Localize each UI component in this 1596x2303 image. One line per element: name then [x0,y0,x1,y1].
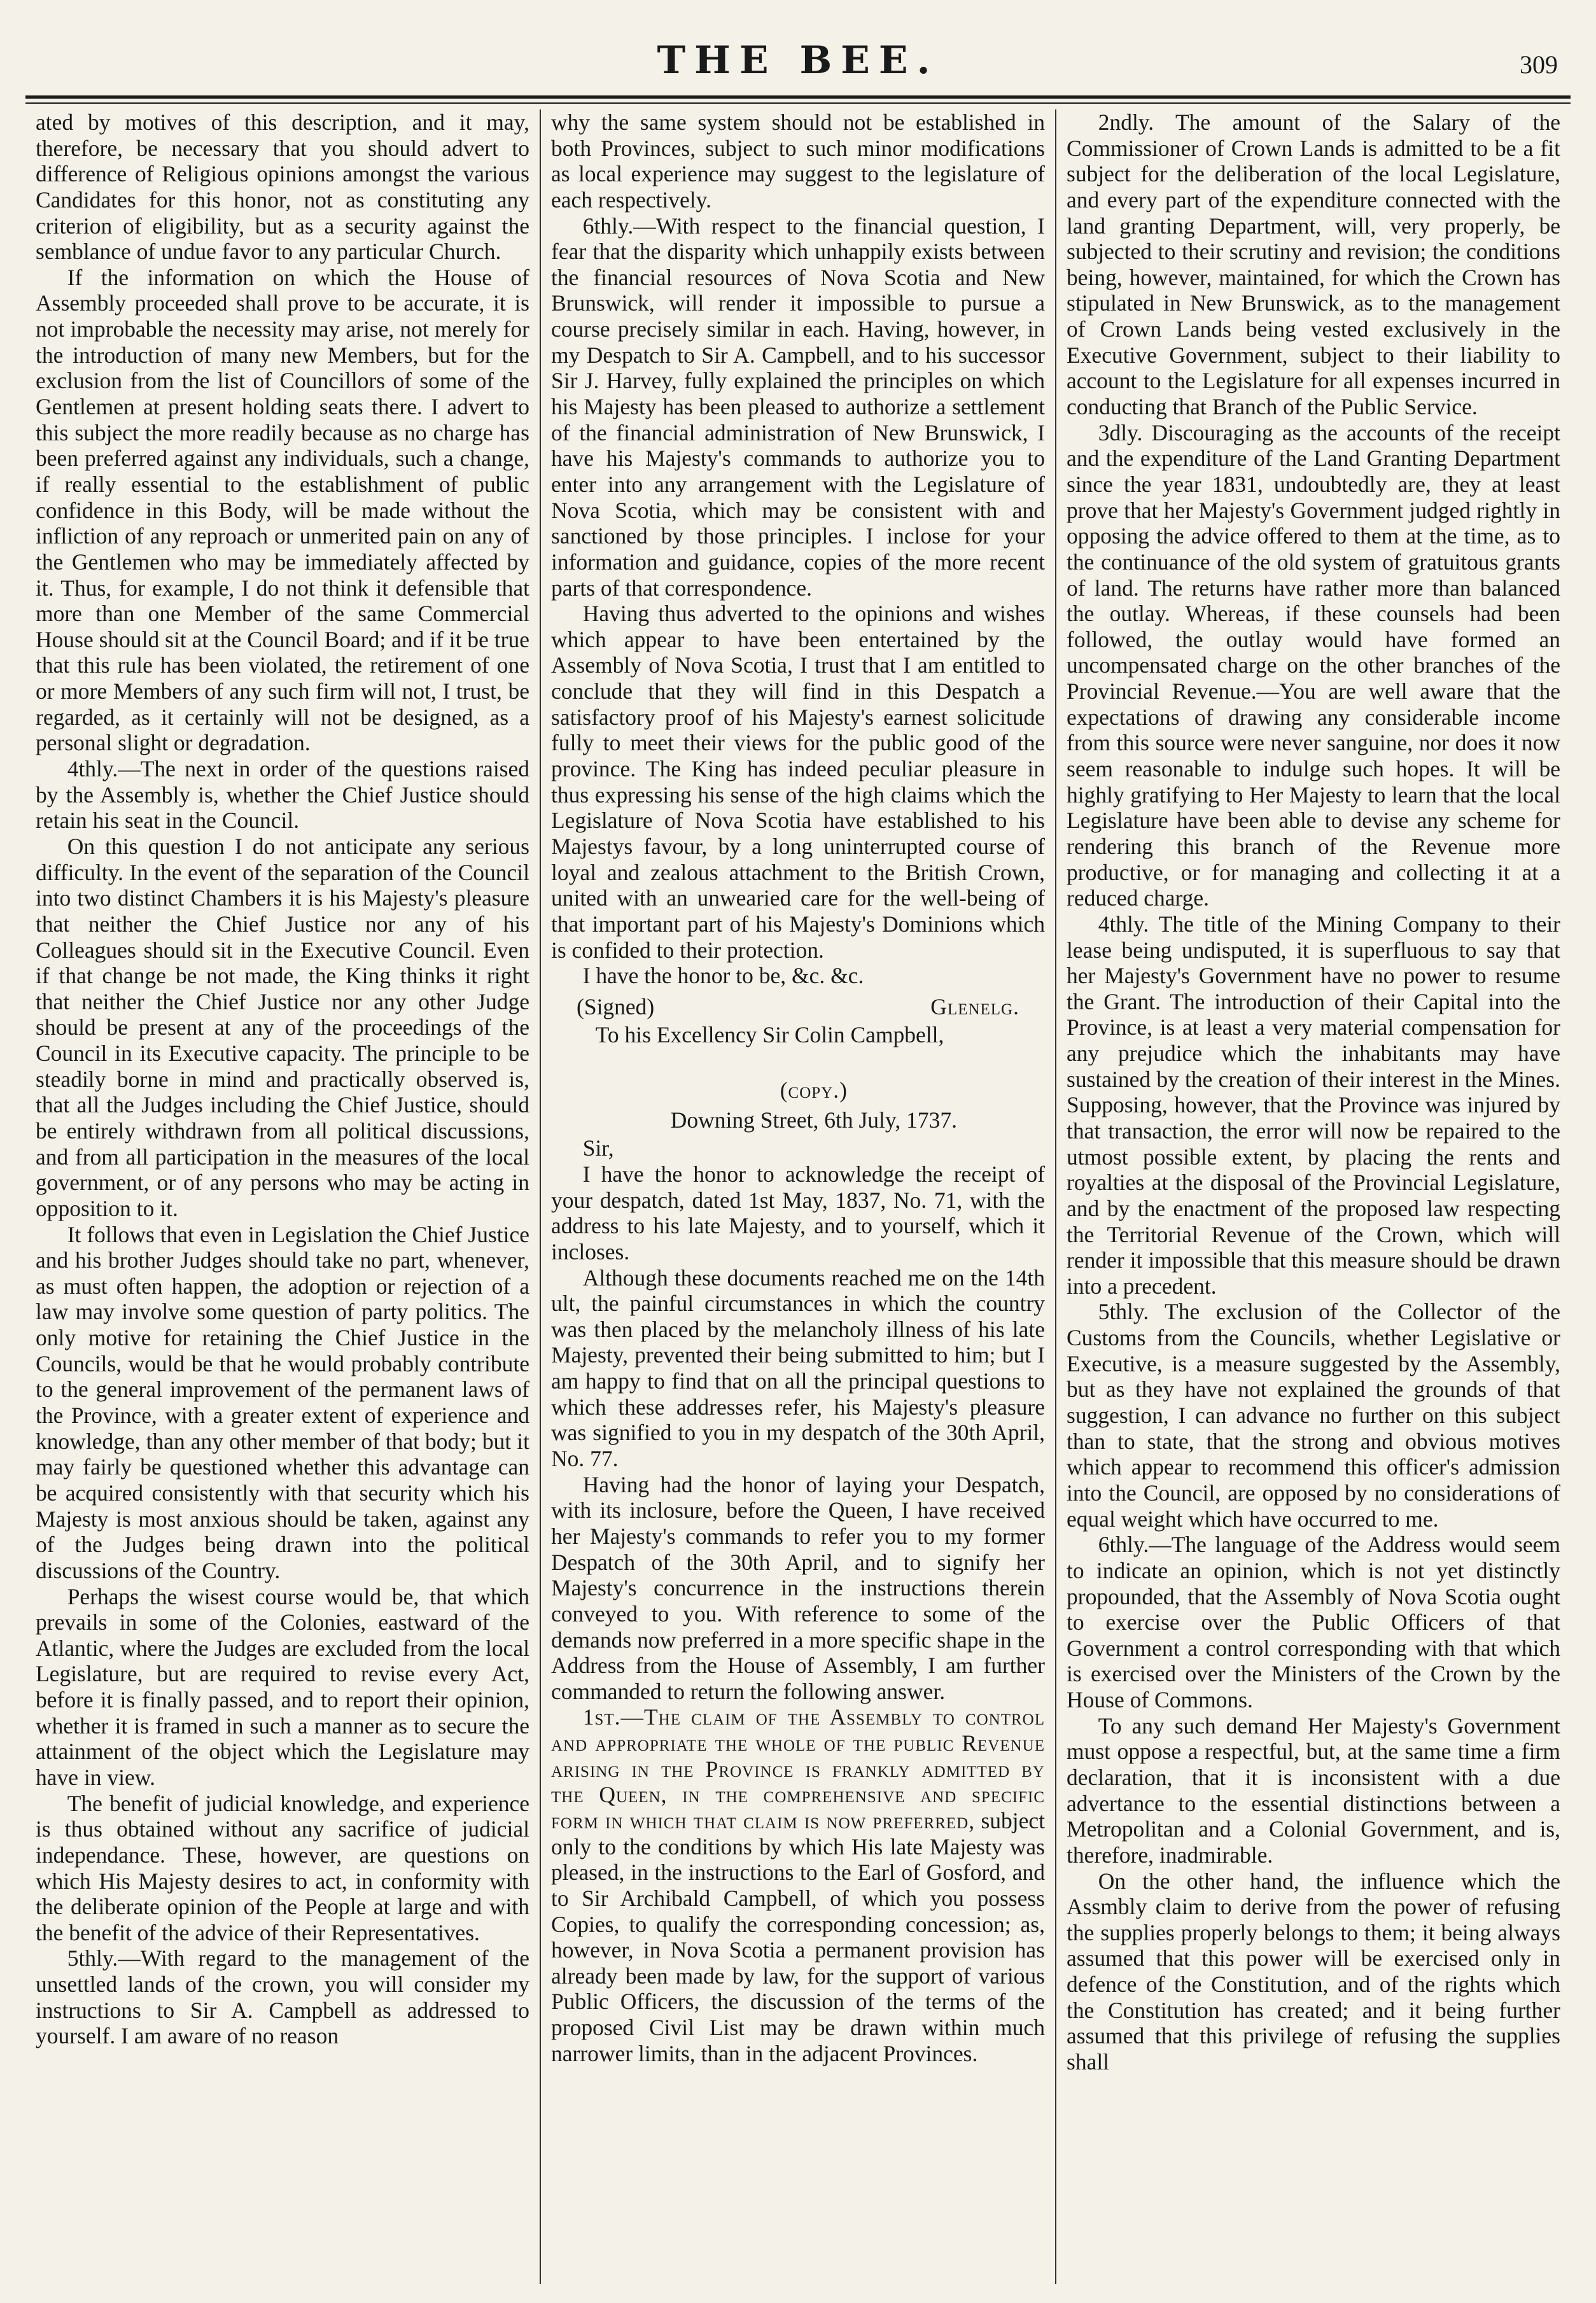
paragraph: 6thly.—With respect to the financial question, I fear that the disparity which unhappily exists between the financial resources of Nova Scotia and New Brunswick, will render it impossible to pursue a course precisely similar in each. Having, however, in my Despatch to Sir A. Campbell, and to his successor Sir J. Harvey, fully explained the principles on which his Majesty has been pleased to authorize a settlement of the financial administration of New Brunswick, I have his Majesty's commands to authorize you to enter into any arrangement with the Legislature of Nova Scotia, which may be consistent with and sanctioned by those principles. I inclose for your information and guidance, copies of the more recent parts of that correspondence. [551,213,1045,601]
paragraph: ated by motives of this description, and it may, therefore, be necessary that you should advert to difference of Religious opinions amongst the various Candidates for this honor, not as constituting any criterion of eligibility, but as a security against the semblance of undue favor to any particular Church. [36,109,529,265]
paragraph: To any such demand Her Majesty's Government must oppose a respectful, but, at the same time a firm declaration, that it is inconsistent with a due advertance to the essential distinctions between a Metropolitan and a Colonial Government, and is, therefore, inadmirable. [1067,1712,1560,1868]
closing-line: I have the honor to be, &c. &c. [582,963,864,989]
dateline: Downing Street, 6th July, 1737. [670,1107,957,1133]
paragraph: 5thly. The exclusion of the Collector of the Customs from the Councils, whether Legislative or Executive, is a measure suggested by the Assembly, but as they have not explained the grounds of that suggestion, I can advance no further on this subject than to state, that the strong and obvious motives which appear to recommend this officer's admission into the Council, are opposed by no considerations of equal weight which have occurred to me. [1067,1299,1560,1532]
paragraph: why the same system should not be established in both Provinces, subject to such minor modifications as local experience may suggest to the legislature of each respectively. [551,109,1045,213]
paragraph: If the information on which the House of Assembly proceeded shall prove to be accurate, it is not improbable the necessity may arise, not merely for the introduction of many new Members, but for the exclusion from the list of Councillors of some of the Gentlemen at present holding seats there. I advert to this subject the more readily because as no charge has been preferred against any individuals, such a change, if really essential to the establishment of public confidence in this Body, will be made without the infliction of any reproach or unmerited pain on any of the Gentlemen who may be immediately affected by it. Thus, for example, I do not think it defensible that more than one Member of the same Commercial House should sit at the Council Board; and if it be true that this rule has been violated, the retirement of one or more Members of any such firm will not, I trust, be regarded, as it certainly will not be designed, as a personal slight or degradation. [36,264,529,756]
salutation: Sir, [582,1135,614,1161]
paragraph: 5thly.—With regard to the management of the unsettled lands of the crown, you will consider my instructions to Sir A. Campbell as addressed to yourself. I am aware of no reason [36,1945,529,2049]
header-rule [25,95,1571,104]
paragraph: Although these documents reached me on the 14th ult, the painful circumstances in which the country was then placed by the melancholy illness of his late Majesty, prevented their being submitted to him; but I am happy to find that on all the principal questions to which these addresses refer, his Majesty's pleasure was signified to you in my despatch of the 30th April, No. 77. [551,1264,1045,1472]
column-3 [1055,109,1571,2284]
paragraph: On this question I do not anticipate any serious difficulty. In the event of the separation of the Council into two distinct Chambers it is his Majesty's pleasure that neither the Chief Justice nor any of his Colleagues should sit in the Executive Council. Even if that change be not made, the King thinks it right that neither the Chief Justice nor any other Judge should be present at any of the proceedings of the Council in its Executive capacity. The principle to be steadily borne in mind and practically observed is, that all the Judges including the Chief Justice, should be entirely withdrawn from all political discussions, and from all participation in the measures of the local government, or of any persons who may be acting in opposition to it. [36,833,529,1221]
addressee: To his Excellency Sir Colin Campbell, [595,1022,944,1048]
paragraph [551,1704,1045,2066]
paragraph: 4thly. The title of the Mining Company to their lease being undisputed, it is superfluous to say that her Majesty's Government have no power to resume the Grant. The introduction of their Capital into the Province, is at least a very material compensation for any prejudice which the inhabitants may have sustained by the creation of their interest in the Mines. Supposing, however, that the Province was injured by that transaction, the error will now be repaired to the utmost possible extent, by placing the rents and royalties at the disposal of the Provincial Legislature, and by the enactment of the proposed law respecting the Territorial Revenue of the Crown, which will render it impossible that this measure should be drawn into a precedent. [1067,911,1560,1299]
column-2 [540,109,1055,2284]
column-1 [25,109,540,2284]
section-text: subject only to the conditions by which His late Majesty was pleased, in the instructions to the Earl of Gosford, and to Sir Archibald Campbell, of which you possess Copies, to qualify the corresponding concession; as, however, in Nova Scotia a permanent provision has already been made by law, for the support of various Public Officers, the discussion of the terms of the proposed Civil List may be drawn within much narrower limits, than in the adjacent Provinces. [551,1808,1046,2066]
copy-label: (copy.) [780,1077,848,1103]
paragraph: On the other hand, the influence which the Assmbly claim to derive from the power of refusing the supplies properly belongs to them; it being always assumed that this power will be exercised only in defence of the Constitution, and of the rights which the Constitution has created; and it being further assumed that this privilege of refusing the supplies shall [1067,1868,1560,2075]
paragraph: I have the honor to acknowledge the receipt of your despatch, dated 1st May, 1837, No. 71, with the address to his late Majesty, and to yourself, which it incloses. [551,1161,1045,1264]
paragraph: The benefit of judicial knowledge, and experience is thus obtained without any sacrifice of judicial independance. These, however, are questions on which His Majesty desires to act, in conformity with the deliberate opinion of the People at large and with the benefit of the advice of their Representatives. [36,1790,529,1945]
paragraph: Perhaps the wisest course would be, that which prevails in some of the Colonies, eastward of the Atlantic, where the Judges are excluded from the local Legislature, but are required to revise every Act, before it is finally passed, and to report their opinion, whether it is framed in such a manner as to secure the attainment of the object which the Legislature may have in view. [36,1583,529,1790]
signed-label: (Signed) [577,993,655,1019]
section-heading: 1st.—The claim of the Assembly to control and appropriate the whole of the public Revenue arising in the Province is frankly admitted by the Queen, in the comprehensive and specific form in which that claim is now preferred, [551,1704,1045,1833]
paragraph: 4thly.—The next in order of the questions raised by the Assembly is, whether the Chief Justice should retain his seat in the Council. [36,756,529,834]
masthead [25,38,1571,93]
paragraph: Having had the honor of laying your Despatch, with its inclosure, before the Queen, I have received her Majesty's commands to refer you to my former Despatch of the 30th April, and to signify her Majesty's concurrence in the instructions therein conveyed to you. With reference to some of the demands now preferred in a more specific shape in the Address from the House of Assembly, I am further commanded to return the following answer. [551,1471,1045,1704]
page-number: 309 [1520,50,1558,79]
paragraph: 2ndly. The amount of the Salary of the Commissioner of Crown Lands is admitted to be a fit subject for the deliberation of the local Legislature, and every part of the expenditure connected with the land granting Department, will, very properly, be subjected to their scrutiny and revision; the conditions being, however, maintained, for which the Crown has stipulated in New Brunswick, as to the management of Crown Lands being vested exclusively in the Executive Government, subject to their liability to account to the Legislature for all expenses incurred in conducting that Branch of the Public Service. [1067,109,1560,420]
signatory: Glenelg. [930,993,1019,1019]
newspaper-title: THE BEE. [657,38,939,83]
paragraph: Having thus adverted to the opinions and wishes which appear to have been entertained by the Assembly of Nova Scotia, I trust that I am entitled to conclude that they will find in this Despatch a satisfactory proof of his Majesty's earnest solicitude fully to meet their views for the public good of the province. The King has indeed peculiar pleasure in thus expressing his sense of the high claims which the Legislature of Nova Scotia have established to his Majestys favour, by a long uninterrupted course of loyal and zealous attachment to the British Crown, united with an unwearied care for the well-being of that important part of his Majesty's Dominions which is confided to their protection. [551,601,1045,963]
signature-line [551,989,1045,1023]
article-columns [25,109,1571,2284]
paragraph: It follows that even in Legislation the Chief Justice and his brother Judges should take no part, whenever, as must often happen, the adoption or rejection of a law may involve some question of party politics. The only motive for retaining the Chief Justice in the Councils, would be that he would probably contribute to the general improvement of the permanent laws of the Province, with a greater extent of experience and knowledge, than any other member of that body; but it may fairly be questioned whether this advantage can be acquired consistently with that security which his Majesty is most anxious should be taken, against any of the Judges being drawn into the political discussions of the Country. [36,1221,529,1583]
paragraph: 3dly. Discouraging as the accounts of the receipt and the expenditure of the Land Granting Department since the year 1831, undoubtedly are, they at least prove that her Majesty's Government judged rightly in opposing the advice offered to them at the time, as to the continuance of the old system of gratuitous grants of land. The returns have rather more than balanced the outlay. Whereas, if these counsels had been followed, the outlay would have formed an uncompensated charge on the other branches of the Provincial Revenue.—You are well aware that the expectations of drawing any considerable income from this source were never sanguine, nor does it now seem reasonable to indulge such hopes. It will be highly gratifying to Her Majesty to learn that the local Legislature have been able to devise any scheme for rendering this branch of the Revenue more productive, or for managing and collecting it at a reduced charge. [1067,419,1560,911]
paragraph: 6thly.—The language of the Address would seem to indicate an opinion, which is not yet distinctly propounded, that the Assembly of Nova Scotia ought to exercise over the Public Officers of that Government a control corresponding with that which is exercised over the Ministers of the Crown by the House of Commons. [1067,1532,1560,1713]
